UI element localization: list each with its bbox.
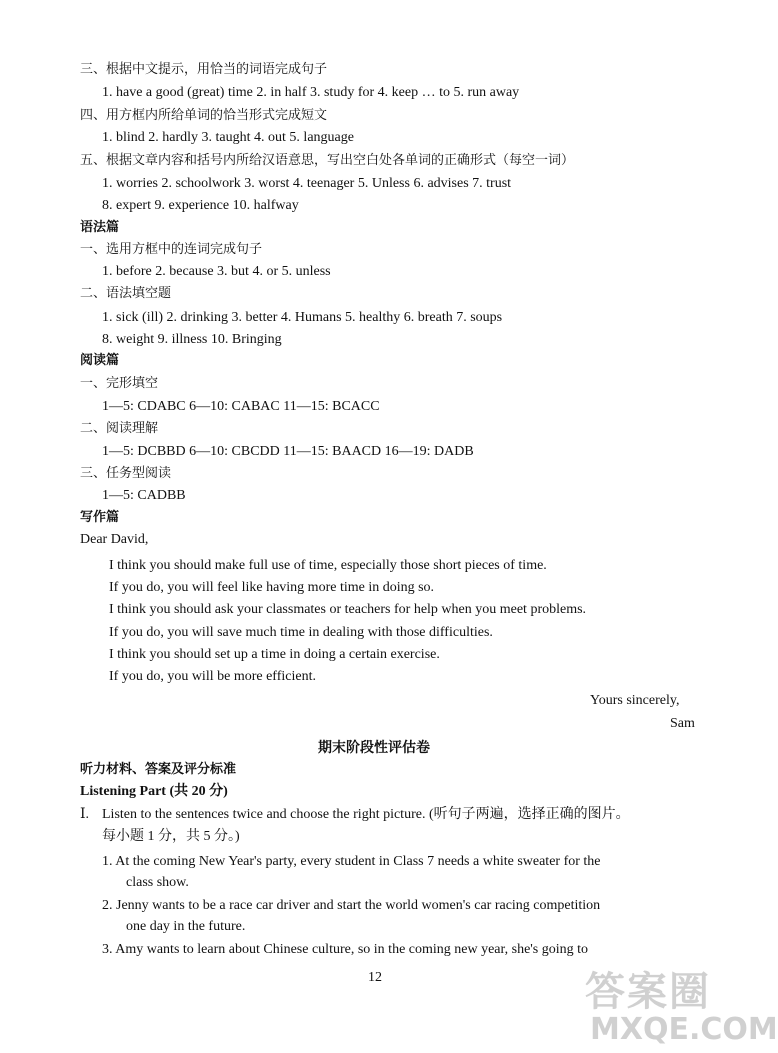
letter-line: If you do, you will be more efficient. xyxy=(109,669,316,684)
letter-closing: Yours sincerely, xyxy=(590,693,680,708)
section-3-title: 三、根据中文提示，用恰当的词语完成句子 xyxy=(80,62,328,77)
site-watermark xyxy=(585,960,778,1050)
reading-part-1-title: 一、完形填空 xyxy=(80,376,159,391)
letter-line: I think you should ask your classmates or teachers for help when you meet problems. xyxy=(109,602,587,617)
watermark-logo-text: 答案圈 xyxy=(585,969,711,1015)
reading-part-3-title: 三、任务型阅读 xyxy=(80,466,172,481)
letter-salutation: Dear David, xyxy=(80,532,149,547)
exam-title: 期末阶段性评估卷 xyxy=(318,740,430,756)
letter-line: I think you should make full use of time, especially those short pieces of time. xyxy=(109,558,547,573)
grammar-part-1-title: 一、选用方框中的连词完成句子 xyxy=(80,242,263,257)
section-4-title: 四、用方框内所给单词的恰当形式完成短文 xyxy=(80,108,328,123)
reading-part-1-answers: 1—5: CDABC 6—10: CABAC 11—15: BCACC xyxy=(102,399,380,414)
grammar-part-2-answers-line-2: 8. weight 9. illness 10. Bringing xyxy=(102,332,282,347)
letter-line: If you do, you will feel like having more time in doing so. xyxy=(109,580,435,595)
section-4-answers: 1. blind 2. hardly 3. taught 4. out 5. language xyxy=(102,130,354,145)
question-3-line-1: 3. Amy wants to learn about Chinese culture, so in the coming new year, she's going to xyxy=(102,942,589,957)
letter-line: If you do, you will save much time in dealing with those difficulties. xyxy=(109,625,493,640)
grammar-part-2-answers-line-1: 1. sick (ill) 2. drinking 3. better 4. Humans 5. healthy 6. breath 7. soups xyxy=(102,310,503,325)
writing-heading: 写作篇 xyxy=(80,510,120,525)
grammar-heading: 语法篇 xyxy=(80,220,120,235)
part-1-instruction-line-2: 每小题 1 分，共 5 分。) xyxy=(102,829,240,844)
letter-signature: Sam xyxy=(670,716,695,731)
section-5-title: 五、根据文章内容和括号内所给汉语意思，写出空白处各单词的正确形式（每空一词） xyxy=(80,153,575,168)
exam-subtitle: 听力材料、答案及评分标准 xyxy=(80,762,237,777)
letter-line: I think you should set up a time in doing a certain exercise. xyxy=(109,647,440,662)
section-3-answers: 1. have a good (great) time 2. in half 3. study for 4. keep … to 5. run away xyxy=(102,85,520,100)
question-2-line-1: 2. Jenny wants to be a race car driver and start the world women's car racing competition xyxy=(102,898,601,913)
question-1-line-2: class show. xyxy=(126,875,189,890)
reading-part-2-title: 二、阅读理解 xyxy=(80,421,159,436)
part-1-instruction-line-1: Listen to the sentences twice and choose the right picture. (听句子两遍，选择正确的图片。 xyxy=(102,807,630,822)
grammar-part-2-title: 二、语法填空题 xyxy=(80,286,172,301)
reading-heading: 阅读篇 xyxy=(80,353,120,368)
question-2-line-2: one day in the future. xyxy=(126,919,246,934)
watermark-url: MXQE.COM xyxy=(590,1012,778,1047)
listening-part-heading: Listening Part (共 20 分) xyxy=(80,784,228,799)
section-5-answers-line-2: 8. expert 9. experience 10. halfway xyxy=(102,198,299,213)
grammar-part-1-answers: 1. before 2. because 3. but 4. or 5. unless xyxy=(102,264,331,279)
question-1-line-1: 1. At the coming New Year's party, every student in Class 7 needs a white sweater for the xyxy=(102,854,601,869)
page-number: 12 xyxy=(368,970,382,985)
reading-part-3-answers: 1—5: CADBB xyxy=(102,488,186,503)
reading-part-2-answers: 1—5: DCBBD 6—10: CBCDD 11—15: BAACD 16—19: DADB xyxy=(102,444,474,459)
section-5-answers-line-1: 1. worries 2. schoolwork 3. worst 4. teenager 5. Unless 6. advises 7. trust xyxy=(102,176,512,191)
part-1-numeral: Ⅰ. xyxy=(80,807,90,822)
